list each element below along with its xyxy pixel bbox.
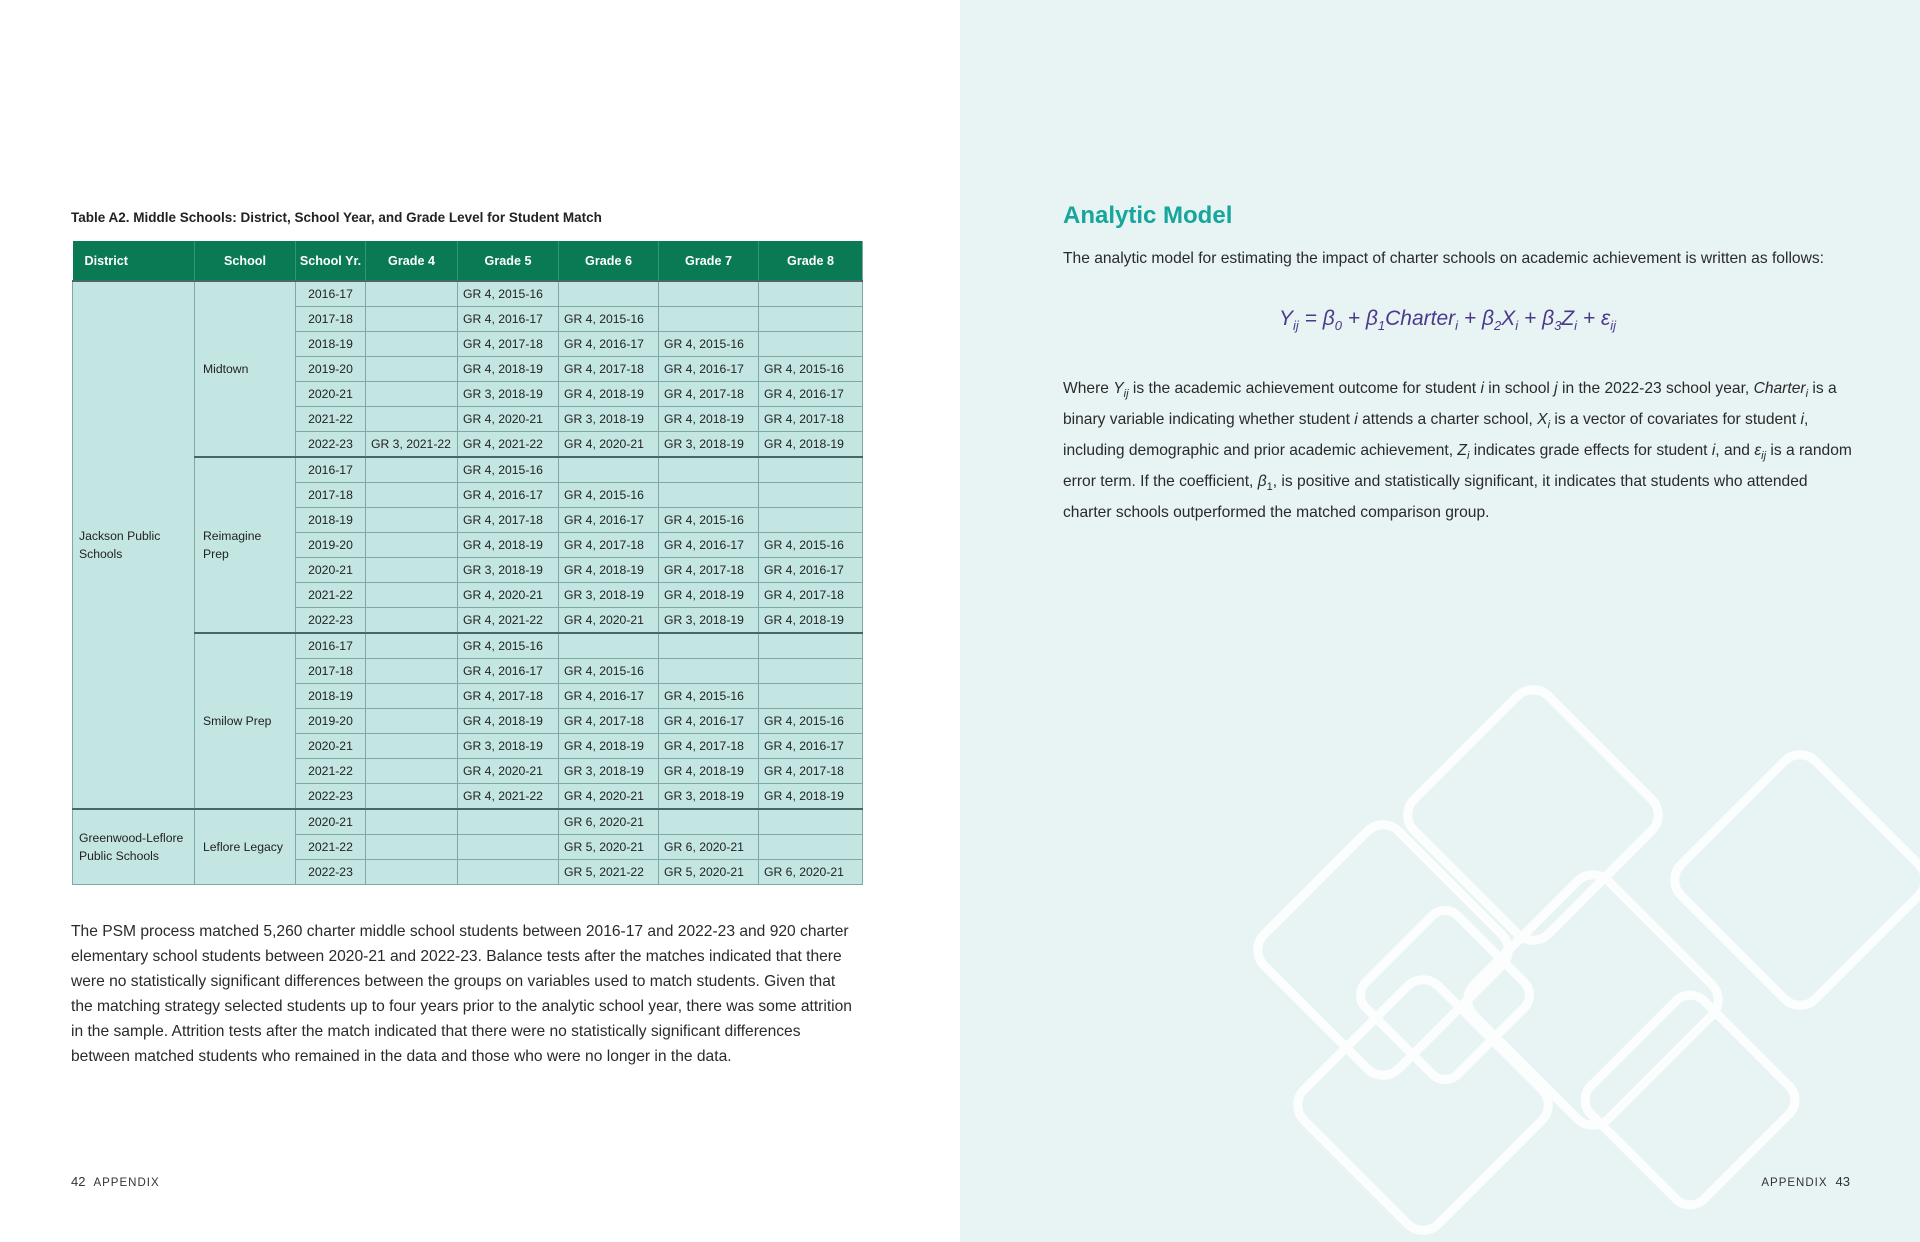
grade-cell: GR 4, 2016-17	[659, 357, 759, 382]
grade-cell: GR 4, 2018-19	[458, 709, 559, 734]
grade-cell	[366, 608, 458, 634]
column-header: Grade 4	[366, 241, 458, 281]
grade-cell	[366, 508, 458, 533]
grade-cell: GR 4, 2018-19	[458, 357, 559, 382]
school-year-cell: 2018-19	[296, 684, 366, 709]
grade-cell: GR 4, 2015-16	[659, 332, 759, 357]
school-year-cell: 2019-20	[296, 357, 366, 382]
grade-cell	[759, 659, 863, 684]
school-year-cell: 2021-22	[296, 759, 366, 784]
grade-cell: GR 4, 2017-18	[559, 533, 659, 558]
grade-cell: GR 4, 2018-19	[659, 583, 759, 608]
grade-cell: GR 4, 2017-18	[659, 558, 759, 583]
district-cell: Jackson Public Schools	[73, 281, 195, 809]
grade-cell: GR 6, 2020-21	[559, 809, 659, 835]
grade-cell	[366, 759, 458, 784]
column-header: School	[195, 241, 296, 281]
grade-cell	[759, 633, 863, 659]
grade-cell: GR 5, 2021-22	[559, 860, 659, 885]
grade-cell: GR 3, 2018-19	[559, 407, 659, 432]
grade-cell	[366, 407, 458, 432]
grade-cell: GR 4, 2018-19	[759, 608, 863, 634]
school-year-cell: 2017-18	[296, 483, 366, 508]
grade-cell	[366, 483, 458, 508]
school-year-cell: 2019-20	[296, 533, 366, 558]
school-year-cell: 2018-19	[296, 508, 366, 533]
grade-cell	[366, 734, 458, 759]
grade-cell: GR 4, 2018-19	[759, 432, 863, 458]
grade-cell: GR 6, 2020-21	[759, 860, 863, 885]
table-row	[73, 809, 863, 835]
diamond-pattern-decoration	[960, 0, 1920, 1242]
grade-cell	[366, 659, 458, 684]
grade-cell: GR 4, 2016-17	[659, 533, 759, 558]
column-header: School Yr.	[296, 241, 366, 281]
school-year-cell: 2016-17	[296, 281, 366, 307]
grade-cell	[366, 357, 458, 382]
grade-cell	[759, 483, 863, 508]
grade-cell: GR 4, 2016-17	[659, 709, 759, 734]
column-header: District	[73, 241, 195, 281]
grade-cell	[659, 483, 759, 508]
analytic-equation: $Y_{ij} = \beta_0$ + $\beta_1Charter_i + \beta_2X_i + \beta_3Z_i + \varepsilon_{ij}$	[1279, 307, 1616, 334]
grade-cell: GR 5, 2020-21	[659, 860, 759, 885]
school-year-cell: 2016-17	[296, 457, 366, 483]
school-year-cell: 2017-18	[296, 307, 366, 332]
grade-cell: GR 4, 2018-19	[559, 382, 659, 407]
grade-cell	[366, 809, 458, 835]
grade-cell: GR 4, 2015-16	[559, 307, 659, 332]
footer-left	[71, 1174, 160, 1189]
student-match-table	[72, 241, 863, 885]
grade-cell: GR 3, 2021-22	[366, 432, 458, 458]
grade-cell: GR 4, 2015-16	[659, 684, 759, 709]
model-explanation: Where $Y_{ij}$ is the academic achievement outcome for student i in school j in the 2022-23 school year, Charter$_i$ is a binary variable indicating whether student i attends a charter school, $X_i$ is a vector of covariates for student i, including demographic and prior academic achievement, $Z_i$ indicates grade effects for student i, and $\varepsilon_{ij}$ is a random error term. If the coefficient, $\beta_1$, is positive and statistically significant, it indicates that students who attended charter schools outperformed the matched comparison group.	[1063, 380, 1852, 522]
grade-cell: GR 3, 2018-19	[458, 382, 559, 407]
page-number: 42	[71, 1174, 86, 1189]
school-year-cell: 2021-22	[296, 407, 366, 432]
grade-cell: GR 4, 2020-21	[559, 432, 659, 458]
grade-cell	[366, 684, 458, 709]
grade-cell	[759, 684, 863, 709]
school-year-cell: 2022-23	[296, 860, 366, 885]
grade-cell: GR 4, 2020-21	[458, 407, 559, 432]
page-number: 43	[1835, 1174, 1850, 1189]
grade-cell: GR 4, 2016-17	[559, 332, 659, 357]
grade-cell: GR 4, 2018-19	[559, 558, 659, 583]
grade-cell	[366, 382, 458, 407]
grade-cell: GR 4, 2020-21	[458, 583, 559, 608]
grade-cell: GR 4, 2018-19	[458, 533, 559, 558]
grade-cell: GR 4, 2017-18	[458, 332, 559, 357]
grade-cell	[659, 633, 759, 659]
grade-cell: GR 4, 2017-18	[458, 508, 559, 533]
column-header: Grade 8	[759, 241, 863, 281]
grade-cell: GR 4, 2018-19	[659, 759, 759, 784]
grade-cell	[366, 457, 458, 483]
grade-cell: GR 4, 2017-18	[759, 407, 863, 432]
grade-cell: GR 4, 2020-21	[559, 784, 659, 810]
grade-cell: GR 4, 2016-17	[559, 684, 659, 709]
grade-cell	[366, 860, 458, 885]
grade-cell: GR 4, 2015-16	[759, 533, 863, 558]
grade-cell: GR 4, 2016-17	[458, 483, 559, 508]
grade-cell: GR 5, 2020-21	[559, 835, 659, 860]
grade-cell	[759, 332, 863, 357]
grade-cell	[458, 860, 559, 885]
school-year-cell: 2021-22	[296, 835, 366, 860]
school-year-cell: 2016-17	[296, 633, 366, 659]
grade-cell: GR 4, 2021-22	[458, 432, 559, 458]
grade-cell	[759, 281, 863, 307]
grade-cell: GR 3, 2018-19	[659, 608, 759, 634]
district-cell: Greenwood-Leflore Public Schools	[73, 809, 195, 885]
grade-cell: GR 4, 2020-21	[458, 759, 559, 784]
grade-cell	[366, 835, 458, 860]
table-header-row	[73, 241, 863, 281]
grade-cell	[366, 558, 458, 583]
grade-cell: GR 4, 2018-19	[559, 734, 659, 759]
grade-cell: GR 4, 2015-16	[559, 483, 659, 508]
grade-cell: GR 4, 2020-21	[559, 608, 659, 634]
school-year-cell: 2021-22	[296, 583, 366, 608]
grade-cell: GR 4, 2017-18	[559, 709, 659, 734]
grade-cell: GR 4, 2015-16	[458, 281, 559, 307]
school-year-cell: 2022-23	[296, 608, 366, 634]
grade-cell	[366, 533, 458, 558]
grade-cell: GR 4, 2021-22	[458, 784, 559, 810]
grade-cell: GR 4, 2015-16	[659, 508, 759, 533]
school-year-cell: 2017-18	[296, 659, 366, 684]
grade-cell: GR 4, 2016-17	[759, 382, 863, 407]
grade-cell: GR 3, 2018-19	[458, 734, 559, 759]
grade-cell: GR 4, 2017-18	[458, 684, 559, 709]
grade-cell	[759, 307, 863, 332]
school-cell: Reimagine Prep	[195, 457, 296, 633]
right-page	[960, 0, 1920, 1242]
school-year-cell: 2022-23	[296, 432, 366, 458]
grade-cell: GR 4, 2015-16	[759, 709, 863, 734]
column-header: Grade 5	[458, 241, 559, 281]
grade-cell	[366, 784, 458, 810]
school-year-cell: 2020-21	[296, 558, 366, 583]
column-header: Grade 7	[659, 241, 759, 281]
table-body	[73, 281, 863, 885]
grade-cell	[366, 709, 458, 734]
grade-cell	[366, 583, 458, 608]
grade-cell: GR 4, 2016-17	[759, 558, 863, 583]
footer-right	[1761, 1174, 1850, 1189]
school-cell: Leflore Legacy	[195, 809, 296, 885]
grade-cell: GR 6, 2020-21	[659, 835, 759, 860]
grade-cell: GR 4, 2018-19	[759, 784, 863, 810]
school-year-cell: 2020-21	[296, 734, 366, 759]
grade-cell: GR 4, 2015-16	[458, 633, 559, 659]
grade-cell	[759, 835, 863, 860]
table-row	[73, 281, 863, 307]
grade-cell: GR 4, 2016-17	[759, 734, 863, 759]
grade-cell: GR 4, 2015-16	[559, 659, 659, 684]
grade-cell: GR 4, 2017-18	[759, 583, 863, 608]
school-cell: Midtown	[195, 281, 296, 457]
school-year-cell: 2022-23	[296, 784, 366, 810]
grade-cell: GR 4, 2017-18	[659, 734, 759, 759]
grade-cell	[659, 809, 759, 835]
school-year-cell: 2019-20	[296, 709, 366, 734]
grade-cell: GR 4, 2021-22	[458, 608, 559, 634]
grade-cell	[759, 457, 863, 483]
grade-cell	[759, 508, 863, 533]
grade-cell	[659, 457, 759, 483]
grade-cell: GR 4, 2016-17	[559, 508, 659, 533]
grade-cell	[366, 633, 458, 659]
column-header: Grade 6	[559, 241, 659, 281]
footer-label: APPENDIX	[1761, 1177, 1828, 1189]
grade-cell: GR 4, 2016-17	[458, 659, 559, 684]
grade-cell: GR 3, 2018-19	[458, 558, 559, 583]
table-title: Table A2. Middle Schools: District, School Year, and Grade Level for Student Match	[71, 210, 602, 225]
section-heading: Analytic Model	[1063, 202, 1233, 229]
grade-cell	[366, 281, 458, 307]
grade-cell	[366, 307, 458, 332]
grade-cell	[559, 281, 659, 307]
grade-cell: GR 3, 2018-19	[659, 432, 759, 458]
grade-cell: GR 3, 2018-19	[559, 759, 659, 784]
footer-label: APPENDIX	[93, 1177, 160, 1189]
grade-cell	[458, 809, 559, 835]
intro-text: The analytic model for estimating the impact of charter schools on academic achievement is written as follows:	[1063, 250, 1824, 267]
grade-cell	[759, 809, 863, 835]
school-year-cell: 2020-21	[296, 382, 366, 407]
grade-cell: GR 4, 2015-16	[458, 457, 559, 483]
grade-cell	[366, 332, 458, 357]
grade-cell: GR 4, 2018-19	[659, 407, 759, 432]
grade-cell	[659, 659, 759, 684]
grade-cell: GR 3, 2018-19	[559, 583, 659, 608]
grade-cell	[559, 633, 659, 659]
grade-cell: GR 4, 2017-18	[659, 382, 759, 407]
grade-cell: GR 4, 2016-17	[458, 307, 559, 332]
psm-paragraph: The PSM process matched 5,260 charter middle school students between 2016-17 and 2022-23 and 920 charter elementary school students between 2020-21 and 2022-23. Balance tests after the matches indicated that there were no statistically significant differences between the groups on variables used to match students. Given that the matching strategy selected students up to four years prior to the analytic school year, there was some attrition in the sample. Attrition tests after the match indicated that there were no statistically significant differences between matched students who remained in the data and those who were no longer in the data.	[71, 923, 852, 1065]
grade-cell: GR 4, 2017-18	[759, 759, 863, 784]
grade-cell	[559, 457, 659, 483]
grade-cell: GR 4, 2015-16	[759, 357, 863, 382]
grade-cell	[458, 835, 559, 860]
school-year-cell: 2018-19	[296, 332, 366, 357]
grade-cell: GR 3, 2018-19	[659, 784, 759, 810]
grade-cell	[659, 307, 759, 332]
school-year-cell: 2020-21	[296, 809, 366, 835]
grade-cell	[659, 281, 759, 307]
school-cell: Smilow Prep	[195, 633, 296, 809]
grade-cell: GR 4, 2017-18	[559, 357, 659, 382]
